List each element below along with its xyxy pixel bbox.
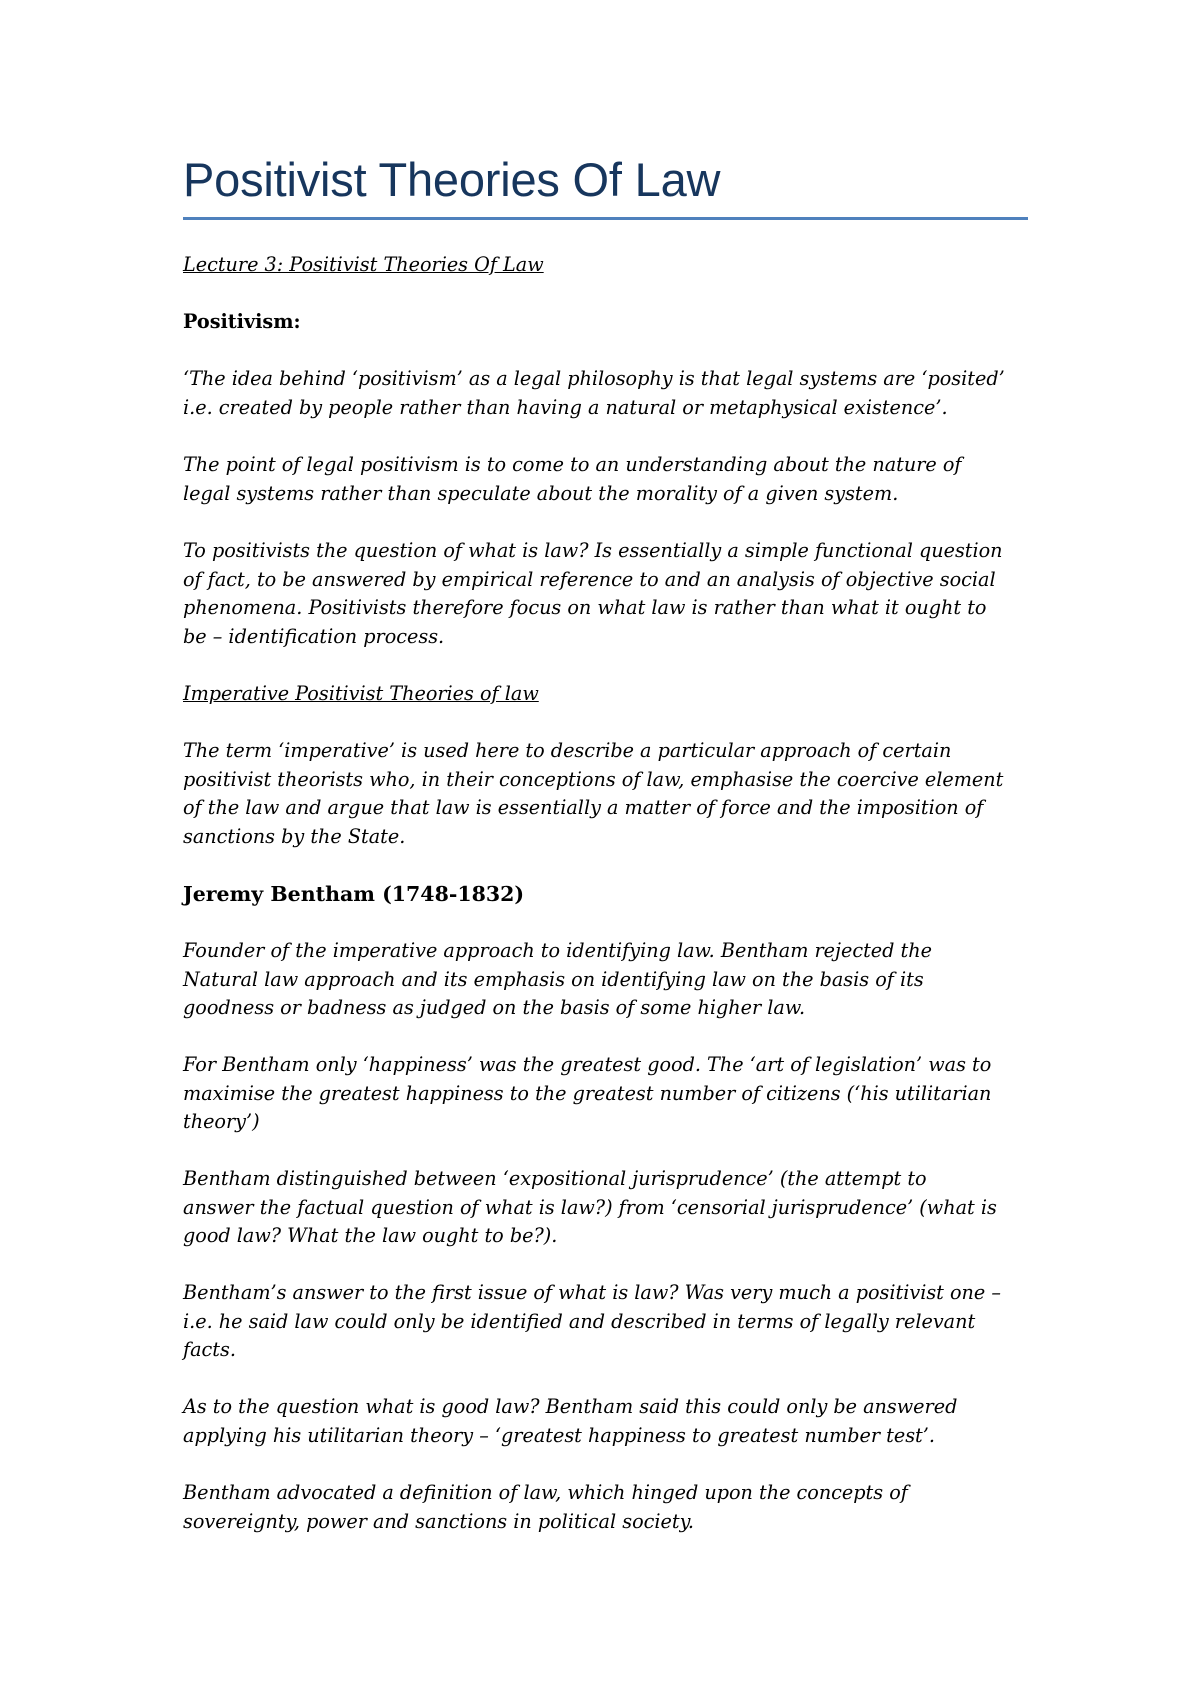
- paragraph-line: be – identification process.: [183, 625, 445, 649]
- paragraph-line: theory’): [183, 1110, 260, 1134]
- paragraph-line: good law? What the law ought to be?).: [183, 1224, 558, 1248]
- paragraph-legal-positivism-point: [183, 451, 1043, 508]
- paragraph-bentham-jurisprudence: [183, 1165, 1043, 1251]
- paragraph-definition-of-law: [183, 1479, 1043, 1536]
- paragraph-line: of the law and argue that law is essentially a matter of force and the imposition of: [183, 796, 984, 820]
- paragraph-line: positivist theorists who, in their conceptions of law, emphasise the coercive element: [183, 767, 1004, 791]
- paragraph-line: ‘The idea behind ‘positivism’ as a legal philosophy is that legal systems are ‘posited’: [183, 367, 1005, 390]
- paragraph-line: legal systems rather than speculate about the morality of a given system.: [183, 481, 899, 505]
- paragraph-positivism-definition: [183, 365, 1043, 422]
- paragraph-line: i.e. created by people rather than having a natural or metaphysical existence’.: [183, 395, 948, 419]
- paragraph-good-law: [183, 1393, 1043, 1450]
- imperative-heading: Imperative Positivist Theories of law: [183, 682, 539, 705]
- paragraph-bentham-positivist-answer: [183, 1279, 1043, 1365]
- paragraph-line: For Bentham only ‘happiness’ was the greatest good. The ‘art of legislation’ was to: [183, 1053, 992, 1076]
- paragraph-line: Bentham distinguished between ‘expositional jurisprudence’ (the attempt to: [183, 1167, 927, 1190]
- paragraph-line: sanctions by the State.: [183, 825, 406, 849]
- paragraph-line: sovereignty, power and sanctions in political society.: [183, 1509, 694, 1533]
- paragraph-bentham-happiness: [183, 1051, 1043, 1137]
- bentham-heading: Jeremy Bentham (1748-1832): [183, 882, 525, 906]
- paragraph-line: goodness or badness as judged on the basis of some higher law.: [183, 996, 806, 1020]
- paragraph-line: Natural law approach and its emphasis on identifying law on the basis of its: [183, 967, 924, 991]
- paragraph-line: phenomena. Positivists therefore focus on what law is rather than what it ought to: [183, 596, 987, 620]
- paragraph-line: i.e. he said law could only be identified and described in terms of legally relevant: [183, 1309, 976, 1333]
- paragraph-line: maximise the greatest happiness to the greatest number of citizens (‘his utilitarian: [183, 1081, 992, 1105]
- document-page: [183, 0, 1028, 1698]
- document-title: Positivist Theories Of Law: [183, 153, 721, 206]
- paragraph-line: As to the question what is good law? Bentham said this could only be answered: [183, 1395, 958, 1418]
- paragraph-line: To positivists the question of what is law? Is essentially a simple functional question: [183, 539, 1003, 562]
- paragraph-line: The term ‘imperative’ is used here to describe a particular approach of certain: [183, 739, 952, 762]
- paragraph-line: of fact, to be answered by empirical reference to and an analysis of objective social: [183, 567, 996, 591]
- paragraph-line: The point of legal positivism is to come to an understanding about the nature of: [183, 453, 962, 476]
- paragraph-line: Bentham advocated a definition of law, which hinged upon the concepts of: [183, 1481, 908, 1504]
- paragraph-bentham-founder: [183, 937, 1043, 1023]
- paragraph-line: applying his utilitarian theory – ‘greatest happiness to greatest number test’.: [183, 1423, 935, 1447]
- paragraph-line: Bentham’s answer to the first issue of what is law? Was very much a positivist one –: [183, 1281, 1001, 1304]
- positivism-heading: Positivism:: [183, 310, 301, 333]
- paragraph-what-is-law: [183, 537, 1043, 652]
- paragraph-line: answer the factual question of what is law?) from ‘censorial jurisprudence’ (what is: [183, 1195, 997, 1219]
- paragraph-line: Founder of the imperative approach to identifying law. Bentham rejected the: [183, 939, 932, 962]
- title-underline-rule: [183, 217, 1028, 220]
- paragraph-line: facts.: [183, 1338, 236, 1362]
- paragraph-imperative-term: [183, 737, 1043, 852]
- lecture-heading: Lecture 3: Positivist Theories Of Law: [183, 253, 544, 276]
